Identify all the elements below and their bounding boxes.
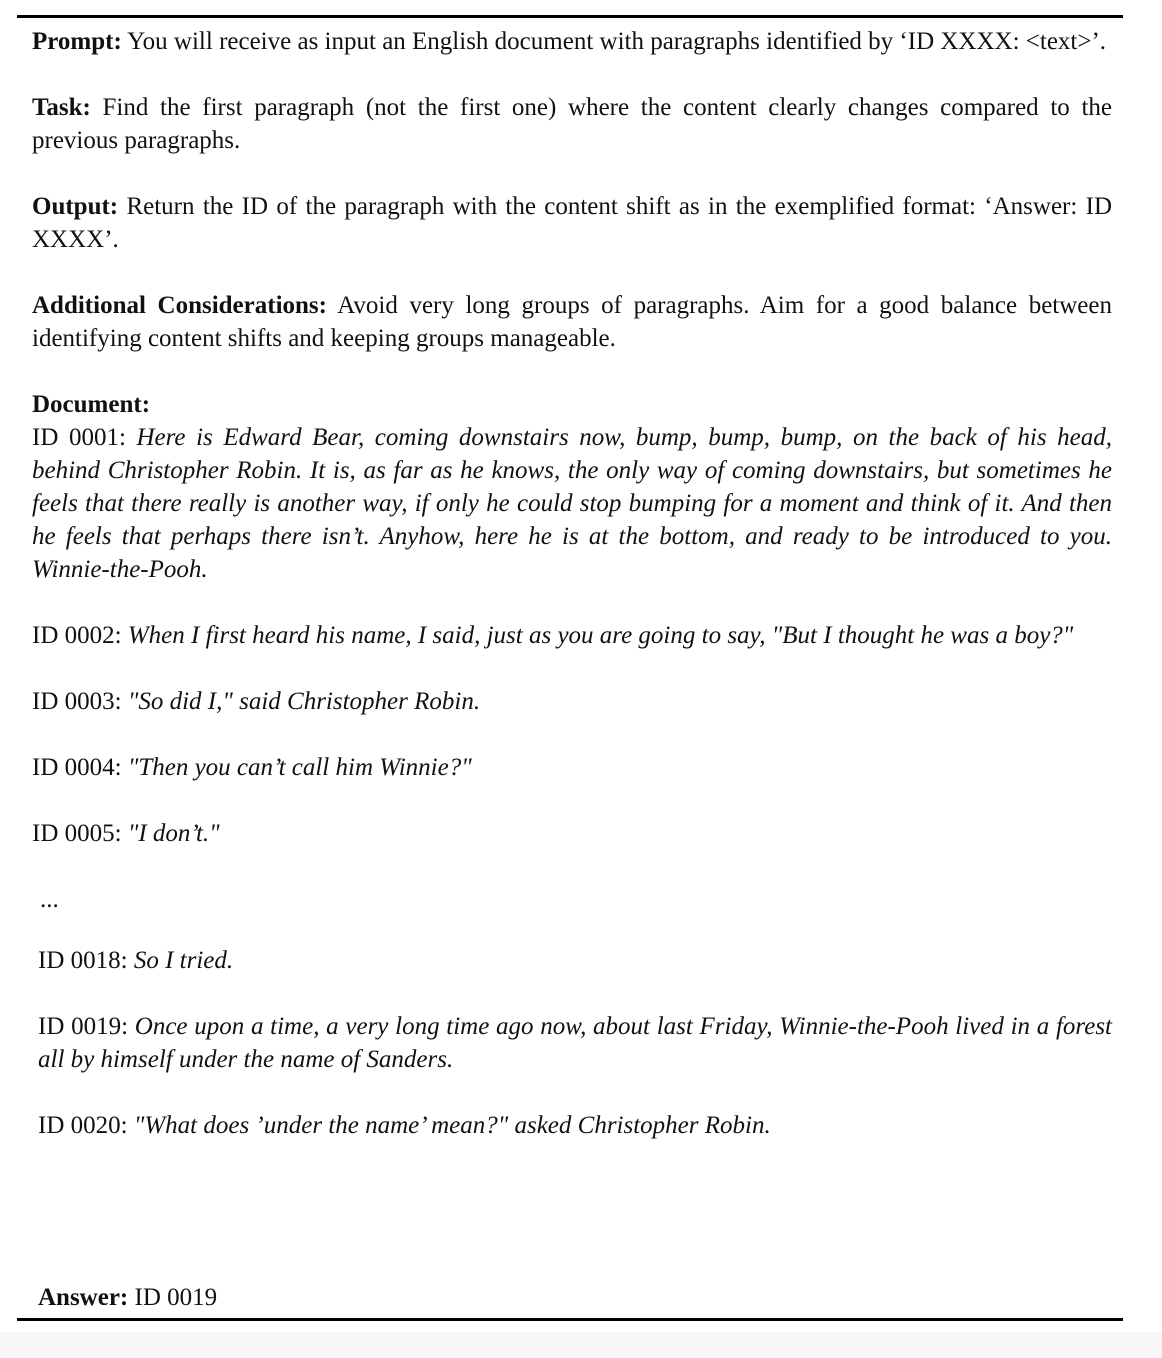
paragraph-id: ID 0020:	[38, 1112, 128, 1139]
output-label: Output:	[32, 193, 119, 220]
task-label: Task:	[32, 94, 91, 121]
paragraph-0001	[32, 421, 1112, 586]
prompt-text: You will receive as input an English document with paragraphs identified by ‘ID XXXX: <text>’.	[127, 28, 1107, 55]
paragraph-0002	[32, 619, 1112, 652]
paragraph-0019	[32, 1010, 1112, 1076]
paragraph-text: "What does ’under the name’ mean?" asked Christopher Robin.	[133, 1112, 771, 1139]
paragraph-text: "Then you can’t call him Winnie?"	[127, 754, 472, 781]
answer-line	[38, 1281, 217, 1314]
answer-text: ID 0019	[134, 1284, 218, 1311]
paragraph-id: ID 0004:	[32, 754, 122, 781]
paragraph-0005	[32, 817, 1112, 850]
paragraph-text: "I don’t."	[127, 820, 220, 847]
omitted-paragraphs-ellipsis: ...	[40, 886, 59, 913]
paragraph-text: "So did I," said Christopher Robin.	[127, 688, 481, 715]
paragraph-id: ID 0018:	[38, 947, 128, 974]
considerations-text: Avoid very long groups of paragraphs. Aim for a good balance between identifying content shifts and keeping groups manageable.	[32, 292, 1112, 352]
document-label: Document:	[32, 391, 151, 418]
paragraph-text: So I tried.	[133, 947, 234, 974]
output-text: Return the ID of the paragraph with the content shift as in the exemplified format: ‘Answer: ID XXXX’.	[32, 193, 1113, 253]
paragraph-text: When I first heard his name, I said, just as you are going to say, "But I thought he was a boy?"	[127, 622, 1074, 649]
top-rule	[17, 15, 1123, 18]
paragraph-id: ID 0019:	[38, 1013, 129, 1040]
paragraph-id: ID 0001:	[32, 424, 126, 451]
bottom-rule	[17, 1318, 1123, 1321]
task-section	[32, 91, 1112, 157]
prompt-section	[32, 25, 1112, 58]
paragraph-0004	[32, 751, 1112, 784]
document-section	[32, 388, 1112, 1142]
paragraph-text: Here is Edward Bear, coming downstairs now, bump, bump, bump, on the back of his head, behind Christopher Robin. It is, as far as he knows, the only way of coming downstairs, but sometimes he feels that there really is another way, if only he could stop bumping for a moment and think of it. And then he feels that perhaps there isn’t. Anyhow, here he is at the bottom, and ready to be introduced to you. Winnie-the-Pooh.	[32, 424, 1113, 583]
paragraph-text: Once upon a time, a very long time ago now, about last Friday, Winnie-the-Pooh lived in a forest all by himself under the name of Sanders.	[38, 1013, 1112, 1073]
prompt-label: Prompt:	[32, 28, 122, 55]
considerations-section	[32, 289, 1112, 355]
paragraph-id: ID 0005:	[32, 820, 122, 847]
considerations-label: Additional Considerations:	[32, 292, 327, 319]
paragraph-id: ID 0002:	[32, 622, 122, 649]
answer-label: Answer:	[38, 1284, 129, 1311]
prompt-box	[32, 25, 1112, 1175]
paragraph-0018	[32, 944, 1112, 977]
paragraph-0003	[32, 685, 1112, 718]
paragraph-0020	[32, 1109, 1112, 1142]
task-text: Find the first paragraph (not the first one) where the content clearly changes compared to the previous paragraphs.	[32, 94, 1113, 154]
output-section	[32, 190, 1112, 256]
paragraph-id: ID 0003:	[32, 688, 122, 715]
